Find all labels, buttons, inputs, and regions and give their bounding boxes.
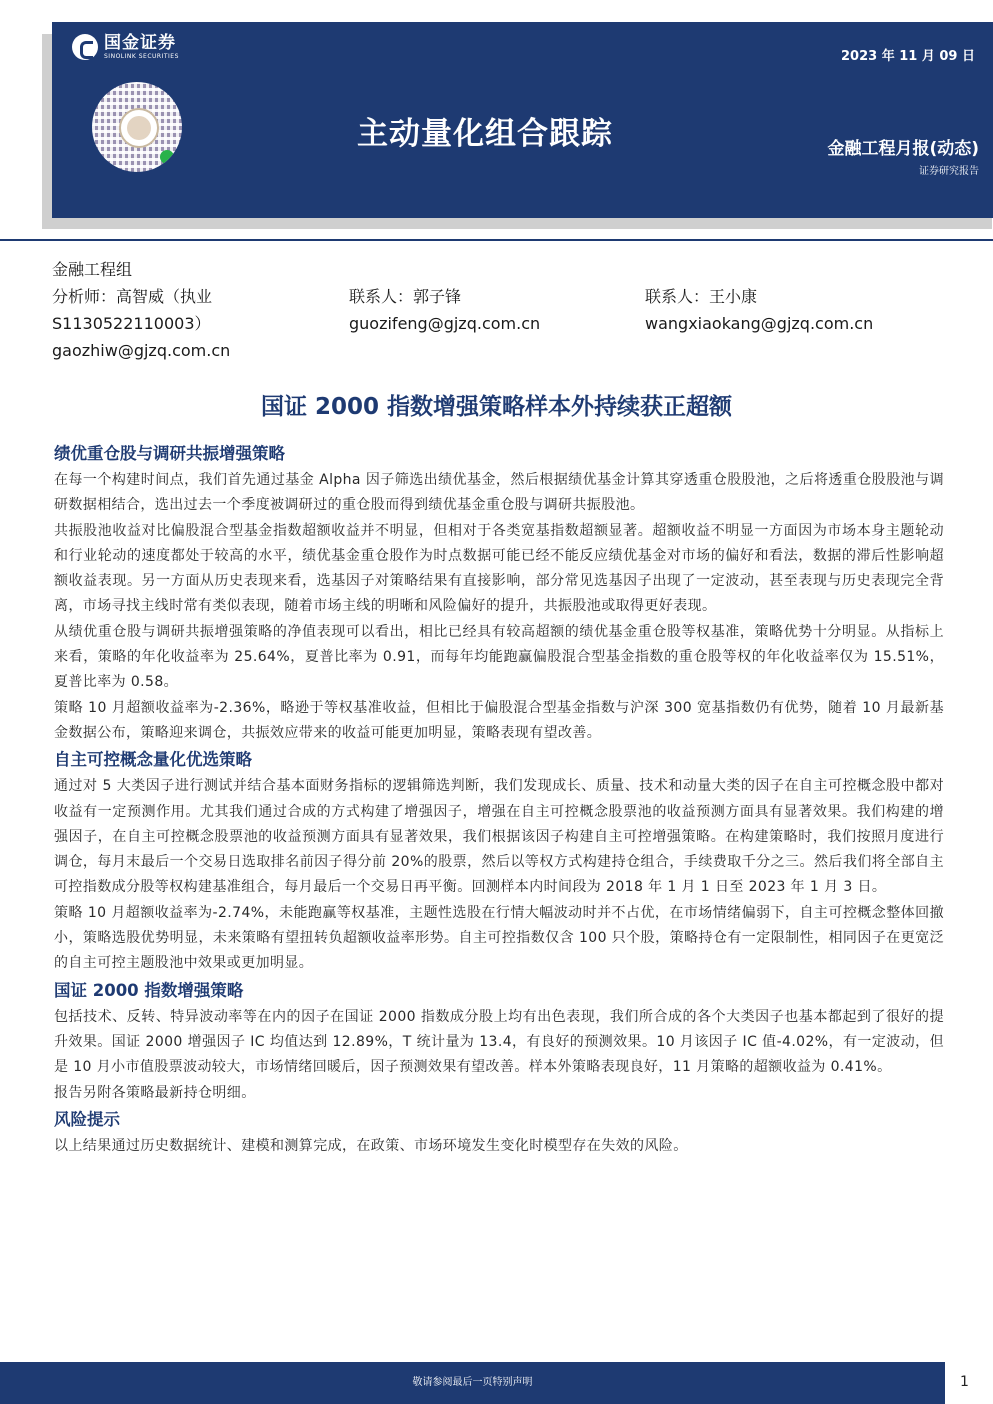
main-headline: 国证 2000 指数增强策略样本外持续获正超额 <box>260 394 733 420</box>
section <box>54 746 944 976</box>
qr-code-icon <box>92 82 182 172</box>
analyst-email: gaozhiw@gjzq.com.cn <box>52 341 231 360</box>
paragraph: 通过对 5 大类因子进行测试并结合基本面财务指标的逻辑筛选判断，我们发现成长、质量、技术和动量大类的因子在自主可控概念股中都对收益有一定预测作用。尤其我们通过合成的方式构建了增强因子，增强在自主可控概念股票池的收益预测方面具有显著效果。我们构建的增强因子，在自主可控概念股票池的收益预测方面具有显著效果，我们根据该因子构建自主可控增强策略。在构建策略时，我们按照月度进行调仓，每月末最后一个交易日选取排名前因子得分前 20%的股票，然后以等权方式构建持仓组合，手续费取千分之三。然后我们将全部自主可控指数成分股等权构建基准组合，每月最后一个交易日再平衡。回测样本内时间段为 2018 年 1 月 1 日至 2023 年 1 月 3 日。 <box>54 778 944 896</box>
section <box>54 1106 944 1159</box>
contact-name: 联系人：郭子锋 <box>349 287 462 306</box>
paragraph: 在每一个构建时间点，我们首先通过基金 Alpha 因子筛选出绩优基金，然后根据绩优基金计算其穿透重仓股股池，之后将透重仓股股池与调研数据相结合，选出过去一个季度被调研过的重仓股而得到绩优基金重仓股与调研共振股池。 <box>54 472 944 514</box>
page-number: 1 <box>960 1374 969 1390</box>
paragraph: 报告另附各策略最新持仓明细。 <box>54 1084 256 1101</box>
report-date: 2023 年 11 月 09 日 <box>841 49 975 64</box>
header-banner <box>52 22 993 218</box>
header-divider <box>0 239 993 241</box>
paragraph: 策略 10 月超额收益率为-2.36%，略逊于等权基准收益，但相比于偏股混合型基金指数与沪深 300 宽基指数仍有优势，随着 10 月最新基金数据公布，策略迎来调仓，共振效应带来的收益可能更加明显，策略表现有望改善。 <box>54 699 944 741</box>
footer-notice: 敬请参阅最后一页特别声明 <box>0 1362 945 1404</box>
section-title: 自主可控概念量化优选策略 <box>54 750 252 770</box>
section-title: 风险提示 <box>54 1109 120 1129</box>
analyst-name: 分析师：高智威（执业 <box>52 287 213 306</box>
paragraph: 共振股池收益对比偏股混合型基金指数超额收益并不明显，但相对于各类宽基指数超额显著。超额收益不明显一方面因为市场本身主题轮动和行业轮动的速度都处于较高的水平，绩优基金重仓股作为时点数据可能已经不能反应绩优基金对市场的偏好和看法，数据的滞后性影响超额收益表现。另一方面从历史表现来看，选基因子对策略结果有直接影响，部分常见选基因子出现了一定波动，甚至表现与历史表现完全背离，市场寻找主线时常有类似表现，随着市场主线的明晰和风险偏好的提升，共振股池或取得更好表现。 <box>54 522 944 615</box>
section <box>54 440 944 746</box>
logo-name-cn: 国金证券 <box>104 32 176 53</box>
section-title: 国证 2000 指数增强策略 <box>54 980 244 1000</box>
paragraph: 策略 10 月超额收益率为-2.74%，未能跑赢等权基准，主题性选股在行情大幅波动时并不占优，在市场情绪偏弱下，自主可控概念整体回撤小，策略选股优势明显，未来策略有望扭转负超额收益率形势。自主可控指数仅含 100 只个股，策略持仓有一定限制性，相同因子在更宽泛的自主可控主题股池中效果或更加明显。 <box>54 904 944 972</box>
section-title: 绩优重仓股与调研共振增强策略 <box>54 444 285 463</box>
contact-email: wangxiaokang@gjzq.com.cn <box>645 314 874 333</box>
section <box>54 977 944 1106</box>
company-logo <box>72 34 179 60</box>
contact-email: guozifeng@gjzq.com.cn <box>349 314 541 333</box>
paragraph: 以上结果通过历史数据统计、建模和测算完成，在政策、市场环境发生变化时模型存在失效的风险。 <box>54 1137 688 1154</box>
report-body <box>54 440 944 1159</box>
report-type: 金融工程月报(动态) <box>827 139 979 159</box>
report-category: 证券研究报告 <box>919 166 979 177</box>
analyst-registration: S1130522110003） <box>52 314 211 333</box>
contact-name: 联系人：王小康 <box>645 287 758 306</box>
logo-name-en: SINOLINK SECURITIES <box>104 52 179 60</box>
report-title: 主动量化组合跟踪 <box>357 116 613 152</box>
research-group: 金融工程组 <box>52 260 133 279</box>
paragraph: 从绩优重仓股与调研共振增强策略的净值表现可以看出，相比已经具有较高超额的绩优基金重仓股等权基准，策略优势十分明显。从指标上来看，策略的年化收益率为 25.64%，夏普比率为 0.91，而每年均能跑赢偏股混合型基金指数的重仓股等权的年化收益率仅为 15.51%，夏普比率为 0.58。 <box>54 623 944 691</box>
logo-icon <box>72 34 98 60</box>
paragraph: 包括技术、反转、特异波动率等在内的因子在国证 2000 指数成分股上均有出色表现，我们所合成的各个大类因子也基本都起到了很好的提升效果。国证 2000 增强因子 IC 均值达到 12.89%，T 统计量为 13.4，有良好的预测效果。10 月该因子 IC 值-4.02%，有一定波动，但是 10 月小市值股票波动较大，市场情绪回暖后，因子预测效果有望改善。样本外策略表现良好，11 月策略的超额收益为 0.41%。 <box>54 1008 944 1076</box>
